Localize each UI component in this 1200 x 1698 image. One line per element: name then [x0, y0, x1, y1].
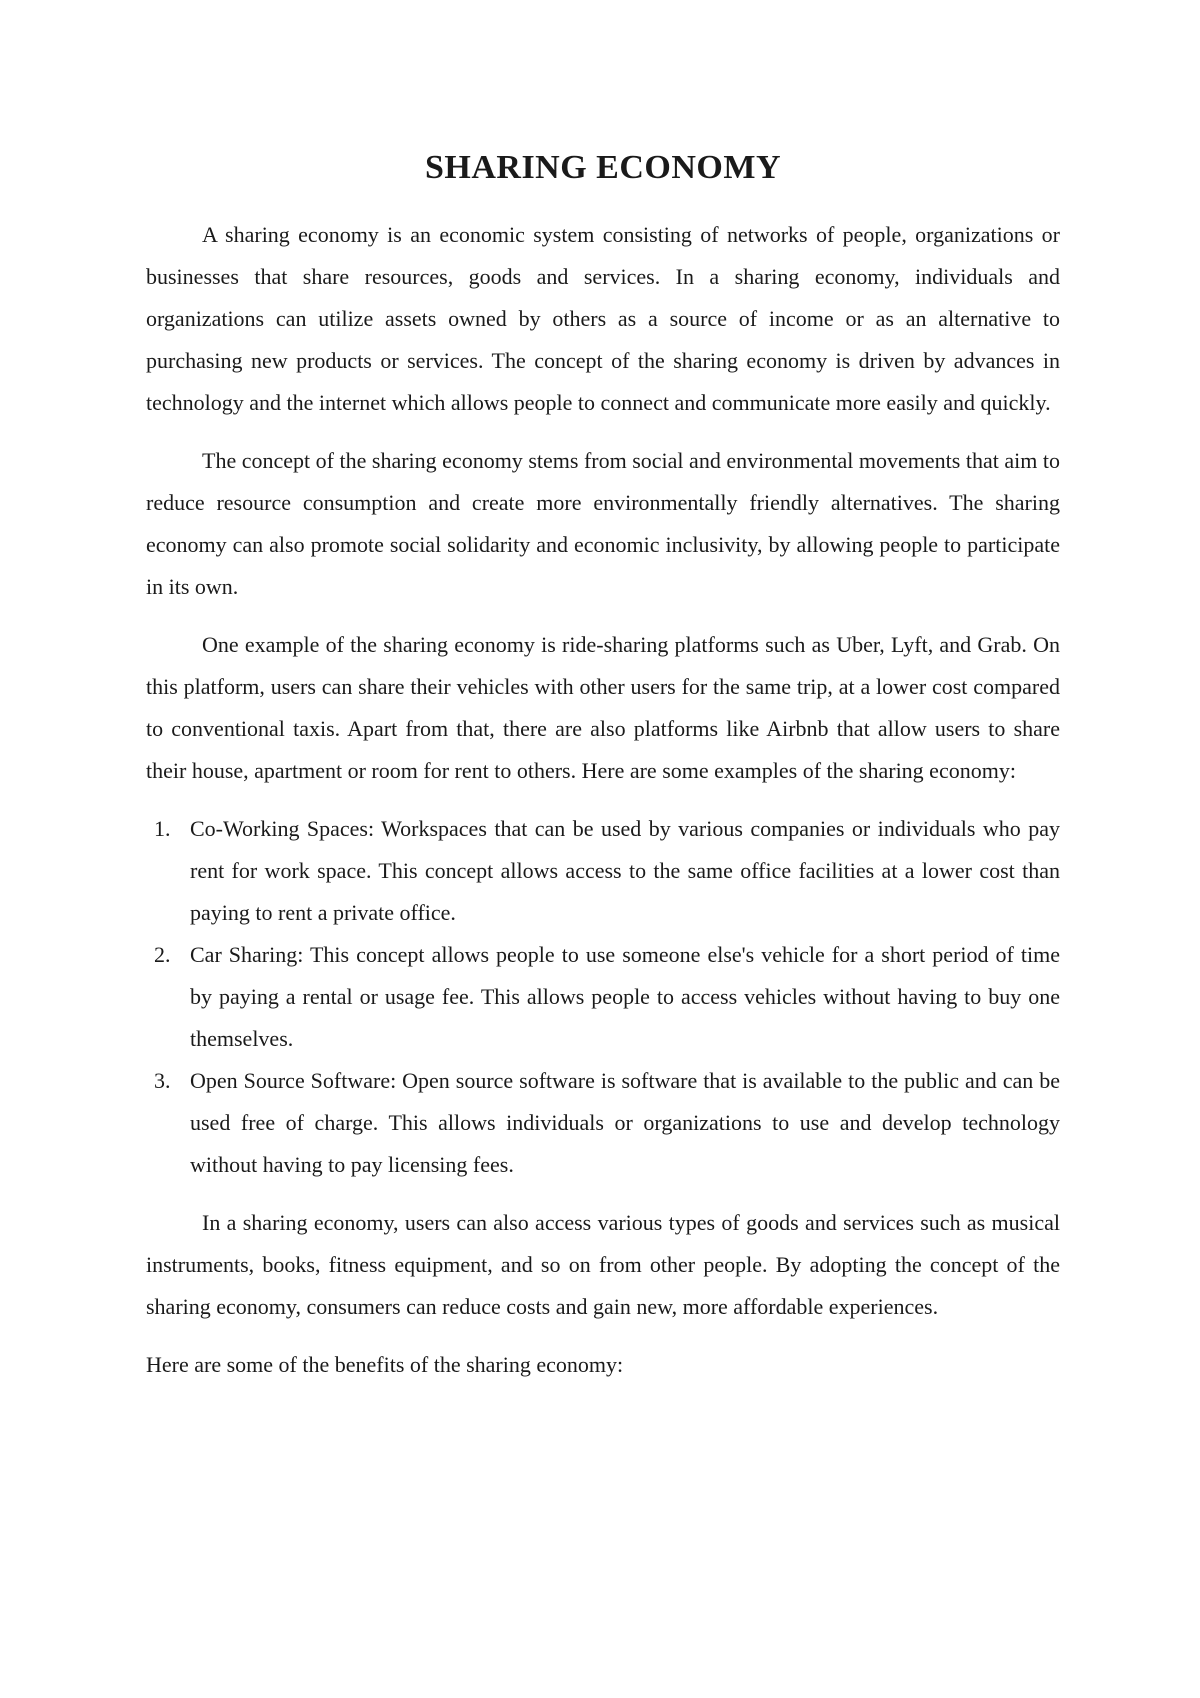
list-item-number: 2.: [154, 942, 171, 967]
benefits-intro: Here are some of the benefits of the sharing economy:: [146, 1352, 624, 1377]
list-item: [146, 808, 1060, 934]
document-page: [146, 140, 1060, 1402]
list-item: [146, 934, 1060, 1060]
list-item-number: 1.: [154, 816, 171, 841]
list-item-number: 3.: [154, 1068, 171, 1093]
list-item: [146, 1060, 1060, 1186]
examples-list: [146, 808, 1060, 1186]
list-item-text: Co-Working Spaces: Workspaces that can be used by various companies or individuals who pay rent for work space. This concept allows access to the same office facilities at a lower cost than paying to rent a private office.: [190, 816, 1060, 925]
document-title: SHARING ECONOMY: [424, 149, 782, 186]
examples-intro-paragraph: One example of the sharing economy is ride-sharing platforms such as Uber, Lyft, and Grab. On this platform, users can share their vehicles with other users for the same trip, at a lower cost compared to conventional taxis. Apart from that, there are also platforms like Airbnb that allow users to share their house, apartment or room for rent to others. Here are some examples of the sharing economy:: [146, 632, 1060, 783]
list-item-text: Open Source Software: Open source software is software that is available to the public and can be used free of charge. This allows individuals or organizations to use and develop technology without having to pay licensing fees.: [190, 1068, 1060, 1177]
origin-paragraph: The concept of the sharing economy stems from social and environmental movements that aim to reduce resource consumption and create more environmentally friendly alternatives. The sharing economy can also promote social solidarity and economic inclusivity, by allowing people to participate in its own.: [146, 448, 1060, 599]
closing-paragraph: In a sharing economy, users can also access various types of goods and services such as musical instruments, books, fitness equipment, and so on from other people. By adopting the concept of the sharing economy, consumers can reduce costs and gain new, more affordable experiences.: [146, 1210, 1060, 1319]
intro-paragraph: A sharing economy is an economic system consisting of networks of people, organizations or businesses that share resources, goods and services. In a sharing economy, individuals and organizations can utilize assets owned by others as a source of income or as an alternative to purchasing new products or services. The concept of the sharing economy is driven by advances in technology and the internet which allows people to connect and communicate more easily and quickly.: [146, 222, 1060, 415]
list-item-text: Car Sharing: This concept allows people to use someone else's vehicle for a short period of time by paying a rental or usage fee. This allows people to access vehicles without having to buy one themselves.: [190, 942, 1060, 1051]
